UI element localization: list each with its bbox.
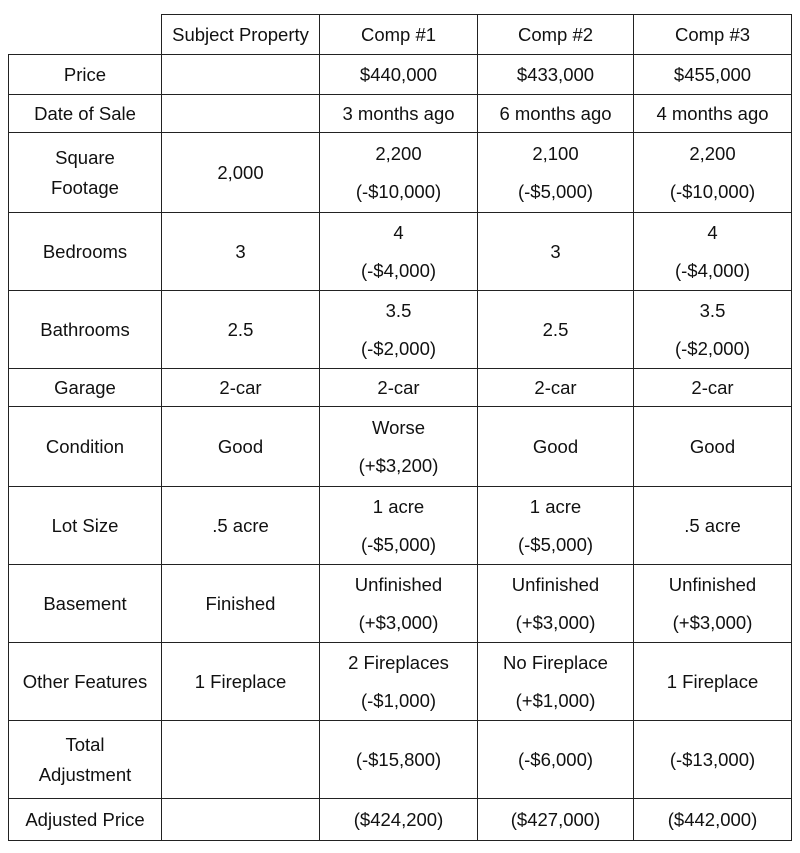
row-label: Lot Size [9, 487, 162, 565]
cell-comp-1 [320, 643, 478, 721]
cell-value: 3.5 [699, 299, 726, 321]
cell-comp-1 [320, 291, 478, 369]
cell-adjustment: (+$3,000) [672, 611, 753, 633]
cell-adjustment: (+$3,000) [515, 611, 596, 633]
cell-value: 2-car [219, 376, 262, 398]
cell-value: 4 [707, 221, 718, 243]
cell-comp-1 [320, 721, 478, 799]
cell-subject [162, 291, 320, 369]
cell-comp-1 [320, 799, 478, 841]
cell-value: No Fireplace [503, 651, 608, 673]
cell-subject [162, 369, 320, 407]
cell-adjustment: (-$10,000) [669, 180, 756, 202]
cell-value: 6 months ago [499, 102, 612, 124]
cell-value: (-$13,000) [669, 748, 756, 770]
row-label: Other Features [9, 643, 162, 721]
cell-comp-3 [634, 407, 792, 487]
cell-value: 1 Fireplace [194, 670, 287, 692]
cell-comp-3 [634, 369, 792, 407]
cell-subject [162, 95, 320, 133]
cell-value: 2 Fireplaces [348, 651, 449, 673]
cell-value: 3 [550, 240, 561, 262]
cell-comp-1 [320, 407, 478, 487]
cell-comp-2 [478, 799, 634, 841]
cell-value: 2,000 [217, 161, 264, 183]
cell-value: 2,200 [689, 142, 736, 164]
cell-comp-3 [634, 721, 792, 799]
cell-adjustment: (+$1,000) [515, 689, 596, 711]
cell-value: 2-car [377, 376, 420, 398]
row-bathrooms [9, 291, 792, 369]
header-comp-2: Comp #2 [478, 15, 634, 55]
cell-value: $455,000 [673, 63, 752, 85]
cell-comp-2 [478, 721, 634, 799]
row-label [9, 721, 162, 799]
cell-value: $440,000 [359, 63, 438, 85]
row-label: Condition [9, 407, 162, 487]
cell-adjustment: (+$3,000) [358, 611, 439, 633]
cell-adjustment: (-$5,000) [360, 533, 437, 555]
cell-subject [162, 55, 320, 95]
cell-value: Good [217, 435, 264, 457]
row-label-line: Square [55, 146, 115, 168]
row-square-footage [9, 133, 792, 213]
cell-adjustment: (-$10,000) [355, 180, 442, 202]
row-label: Adjusted Price [9, 799, 162, 841]
row-label: Bathrooms [9, 291, 162, 369]
cell-value: 2,200 [375, 142, 422, 164]
cell-value: Good [532, 435, 579, 457]
cell-value: Worse [371, 416, 426, 438]
cell-subject [162, 133, 320, 213]
cell-value: 2,100 [532, 142, 579, 164]
cell-comp-3 [634, 55, 792, 95]
cell-comp-2 [478, 213, 634, 291]
header-comp-3: Comp #3 [634, 15, 792, 55]
cell-comp-2 [478, 643, 634, 721]
cell-adjustment: (-$4,000) [360, 259, 437, 281]
header-subject-property: Subject Property [162, 15, 320, 55]
cell-value: 3.5 [385, 299, 412, 321]
cell-comp-1 [320, 95, 478, 133]
cell-subject [162, 213, 320, 291]
cell-value: .5 acre [212, 514, 269, 536]
row-lot-size [9, 487, 792, 565]
cell-adjustment: (-$4,000) [674, 259, 751, 281]
cell-value: ($427,000) [510, 808, 601, 830]
cell-value: Finished [205, 592, 276, 614]
cell-value: 2.5 [542, 318, 569, 340]
cell-comp-3 [634, 643, 792, 721]
cell-value: 2-car [534, 376, 577, 398]
row-garage [9, 369, 792, 407]
cell-subject [162, 721, 320, 799]
cell-comp-1 [320, 565, 478, 643]
cell-subject [162, 407, 320, 487]
cell-adjustment: (-$1,000) [360, 689, 437, 711]
row-label-line: Total [65, 733, 105, 755]
comparable-sales-table [8, 14, 792, 841]
cell-value: 4 months ago [656, 102, 769, 124]
cell-value: 1 Fireplace [666, 670, 759, 692]
cell-subject [162, 565, 320, 643]
cell-subject [162, 487, 320, 565]
row-label: Date of Sale [9, 95, 162, 133]
cell-value: (-$6,000) [517, 748, 594, 770]
cell-comp-1 [320, 487, 478, 565]
row-label: Basement [9, 565, 162, 643]
cell-value: 2.5 [227, 318, 254, 340]
cell-comp-2 [478, 487, 634, 565]
cell-value: $433,000 [516, 63, 595, 85]
cell-comp-3 [634, 95, 792, 133]
cell-value: 1 acre [372, 495, 425, 517]
cell-comp-2 [478, 407, 634, 487]
cell-value: 3 months ago [342, 102, 455, 124]
row-label-line: Footage [51, 176, 119, 198]
cell-adjustment: (-$5,000) [517, 180, 594, 202]
cell-adjustment: (+$3,200) [358, 454, 439, 476]
cell-subject [162, 643, 320, 721]
cell-comp-3 [634, 799, 792, 841]
cell-comp-1 [320, 369, 478, 407]
cell-comp-2 [478, 55, 634, 95]
cell-value: Good [689, 435, 736, 457]
corner-cell [9, 15, 162, 55]
row-adjusted-price [9, 799, 792, 841]
row-basement [9, 565, 792, 643]
row-label [9, 133, 162, 213]
row-label: Garage [9, 369, 162, 407]
cell-value: ($442,000) [667, 808, 758, 830]
row-other-features [9, 643, 792, 721]
row-label: Price [9, 55, 162, 95]
cell-comp-2 [478, 369, 634, 407]
cell-comp-1 [320, 133, 478, 213]
cell-value: Unfinished [511, 573, 600, 595]
cell-value: (-$15,800) [355, 748, 442, 770]
row-price [9, 55, 792, 95]
cell-value: 3 [235, 240, 246, 262]
cell-subject [162, 799, 320, 841]
row-total-adjustment [9, 721, 792, 799]
cell-comp-1 [320, 213, 478, 291]
cell-adjustment: (-$2,000) [674, 337, 751, 359]
cell-comp-2 [478, 565, 634, 643]
cell-comp-3 [634, 565, 792, 643]
cell-value: .5 acre [684, 514, 741, 536]
cell-value: 2-car [691, 376, 734, 398]
cell-comp-2 [478, 133, 634, 213]
cell-adjustment: (-$2,000) [360, 337, 437, 359]
cell-comp-3 [634, 133, 792, 213]
cell-comp-3 [634, 487, 792, 565]
cell-comp-2 [478, 95, 634, 133]
cell-comp-1 [320, 55, 478, 95]
cell-comp-2 [478, 291, 634, 369]
cell-value: 1 acre [529, 495, 582, 517]
header-comp-1: Comp #1 [320, 15, 478, 55]
cell-comp-3 [634, 291, 792, 369]
cell-adjustment: (-$5,000) [517, 533, 594, 555]
row-date-of-sale [9, 95, 792, 133]
cell-comp-3 [634, 213, 792, 291]
row-condition [9, 407, 792, 487]
row-bedrooms [9, 213, 792, 291]
row-label-line: Adjustment [38, 763, 132, 785]
row-label: Bedrooms [9, 213, 162, 291]
cell-value: Unfinished [668, 573, 757, 595]
header-row [9, 15, 792, 55]
cell-value: 4 [393, 221, 404, 243]
cell-value: Unfinished [354, 573, 443, 595]
cell-value: ($424,200) [353, 808, 444, 830]
